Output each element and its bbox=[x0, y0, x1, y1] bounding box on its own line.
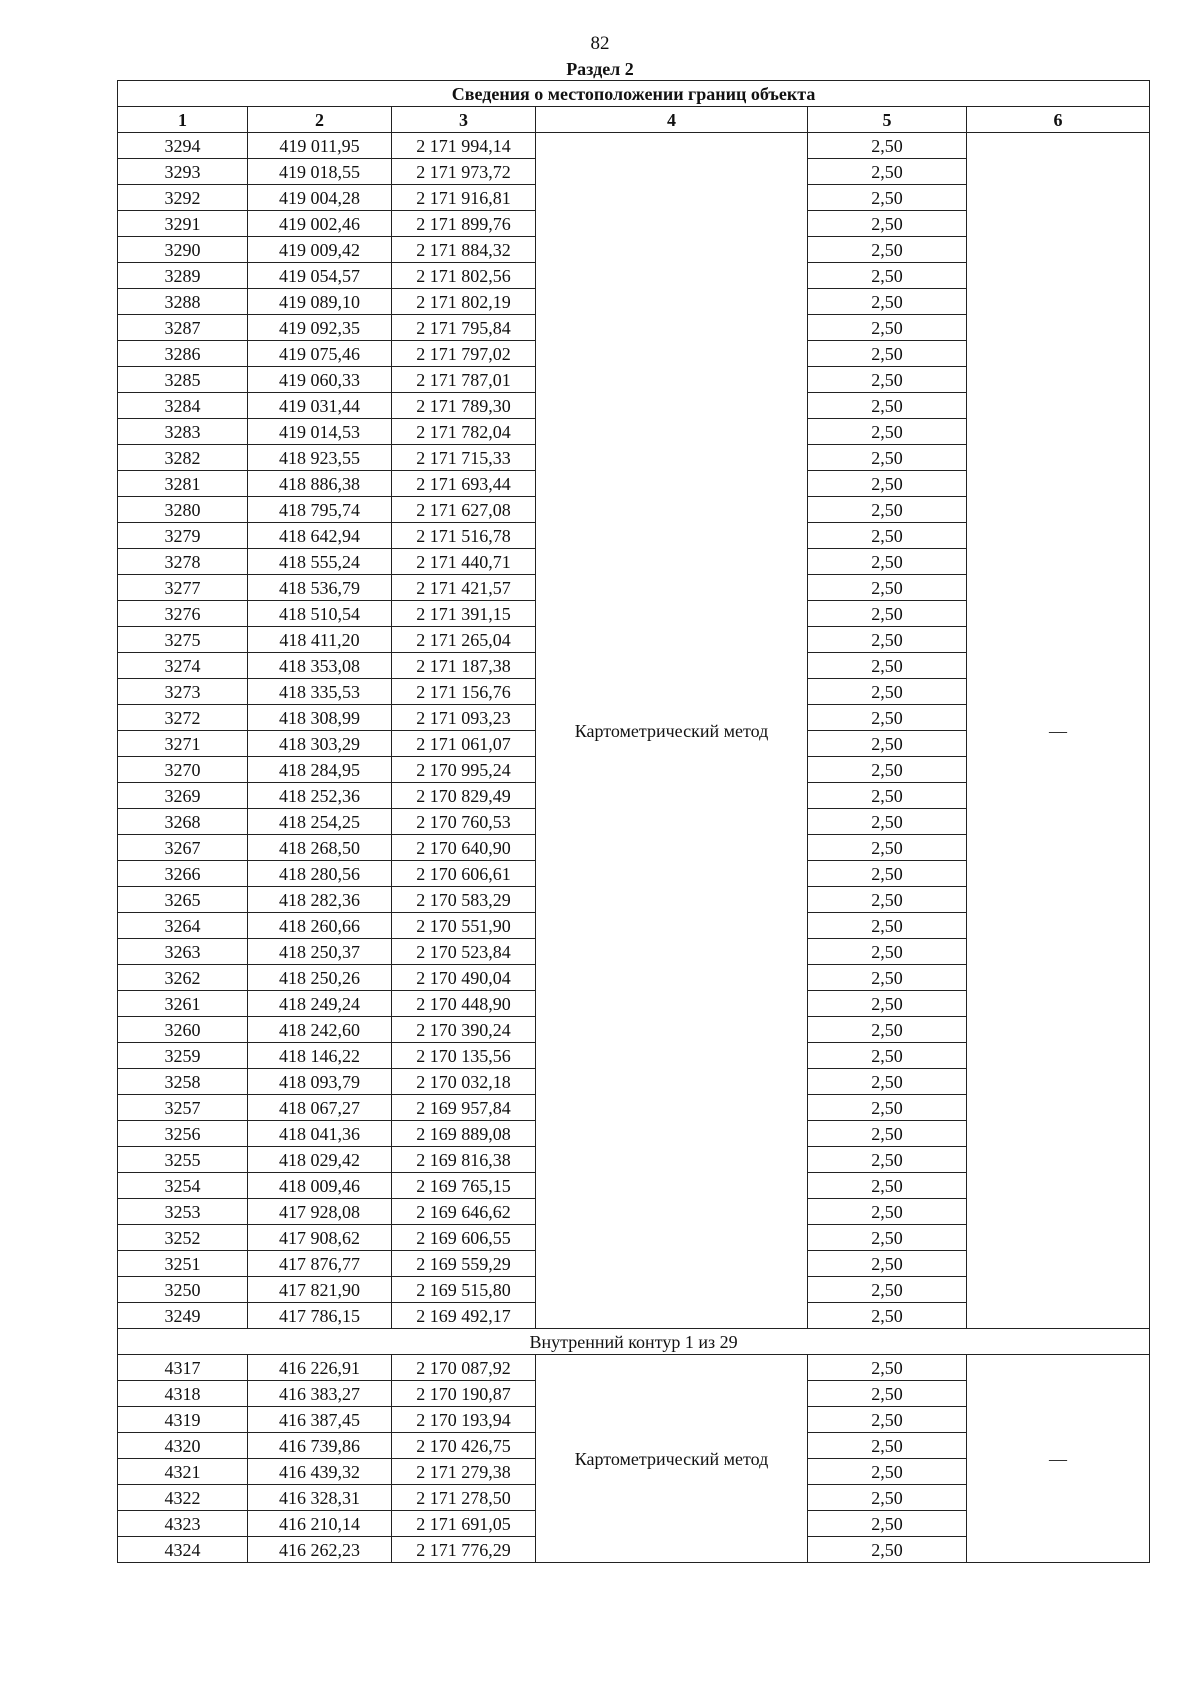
y-coordinate-cell: 2 170 426,75 bbox=[392, 1433, 536, 1459]
method-cell: Картометрический метод bbox=[536, 1355, 808, 1563]
x-coordinate-cell: 418 067,27 bbox=[248, 1095, 392, 1121]
point-number-cell: 3250 bbox=[118, 1277, 248, 1303]
column-header: 1 bbox=[118, 107, 248, 133]
accuracy-cell: 2,50 bbox=[808, 1173, 967, 1199]
x-coordinate-cell: 418 923,55 bbox=[248, 445, 392, 471]
x-coordinate-cell: 417 908,62 bbox=[248, 1225, 392, 1251]
point-number-cell: 3263 bbox=[118, 939, 248, 965]
y-coordinate-cell: 2 170 490,04 bbox=[392, 965, 536, 991]
y-coordinate-cell: 2 171 093,23 bbox=[392, 705, 536, 731]
y-coordinate-cell: 2 171 899,76 bbox=[392, 211, 536, 237]
y-coordinate-cell: 2 170 760,53 bbox=[392, 809, 536, 835]
table-title: Сведения о местоположении границ объекта bbox=[118, 81, 1150, 107]
accuracy-cell: 2,50 bbox=[808, 1381, 967, 1407]
y-coordinate-cell: 2 169 816,38 bbox=[392, 1147, 536, 1173]
accuracy-cell: 2,50 bbox=[808, 783, 967, 809]
y-coordinate-cell: 2 171 916,81 bbox=[392, 185, 536, 211]
point-number-cell: 3291 bbox=[118, 211, 248, 237]
point-number-cell: 3272 bbox=[118, 705, 248, 731]
accuracy-cell: 2,50 bbox=[808, 133, 967, 159]
accuracy-cell: 2,50 bbox=[808, 731, 967, 757]
accuracy-cell: 2,50 bbox=[808, 601, 967, 627]
y-coordinate-cell: 2 171 516,78 bbox=[392, 523, 536, 549]
point-number-cell: 3270 bbox=[118, 757, 248, 783]
column-header: 6 bbox=[967, 107, 1150, 133]
x-coordinate-cell: 418 250,37 bbox=[248, 939, 392, 965]
accuracy-cell: 2,50 bbox=[808, 1017, 967, 1043]
accuracy-cell: 2,50 bbox=[808, 1407, 967, 1433]
accuracy-cell: 2,50 bbox=[808, 1225, 967, 1251]
accuracy-cell: 2,50 bbox=[808, 367, 967, 393]
point-number-cell: 3292 bbox=[118, 185, 248, 211]
accuracy-cell: 2,50 bbox=[808, 1095, 967, 1121]
accuracy-cell: 2,50 bbox=[808, 913, 967, 939]
x-coordinate-cell: 419 009,42 bbox=[248, 237, 392, 263]
header-row bbox=[118, 107, 1150, 133]
x-coordinate-cell: 416 328,31 bbox=[248, 1485, 392, 1511]
x-coordinate-cell: 419 031,44 bbox=[248, 393, 392, 419]
accuracy-cell: 2,50 bbox=[808, 991, 967, 1017]
point-number-cell: 3264 bbox=[118, 913, 248, 939]
y-coordinate-cell: 2 169 492,17 bbox=[392, 1303, 536, 1329]
accuracy-cell: 2,50 bbox=[808, 1459, 967, 1485]
contour-label: Внутренний контур 1 из 29 bbox=[118, 1329, 1150, 1355]
point-number-cell: 3281 bbox=[118, 471, 248, 497]
x-coordinate-cell: 418 284,95 bbox=[248, 757, 392, 783]
x-coordinate-cell: 418 308,99 bbox=[248, 705, 392, 731]
x-coordinate-cell: 416 262,23 bbox=[248, 1537, 392, 1563]
x-coordinate-cell: 418 886,38 bbox=[248, 471, 392, 497]
accuracy-cell: 2,50 bbox=[808, 887, 967, 913]
y-coordinate-cell: 2 170 551,90 bbox=[392, 913, 536, 939]
y-coordinate-cell: 2 171 797,02 bbox=[392, 341, 536, 367]
y-coordinate-cell: 2 171 691,05 bbox=[392, 1511, 536, 1537]
accuracy-cell: 2,50 bbox=[808, 263, 967, 289]
y-coordinate-cell: 2 171 789,30 bbox=[392, 393, 536, 419]
y-coordinate-cell: 2 169 646,62 bbox=[392, 1199, 536, 1225]
x-coordinate-cell: 418 353,08 bbox=[248, 653, 392, 679]
x-coordinate-cell: 418 510,54 bbox=[248, 601, 392, 627]
x-coordinate-cell: 418 252,36 bbox=[248, 783, 392, 809]
point-number-cell: 3286 bbox=[118, 341, 248, 367]
point-number-cell: 3254 bbox=[118, 1173, 248, 1199]
point-number-cell: 3256 bbox=[118, 1121, 248, 1147]
point-number-cell: 4317 bbox=[118, 1355, 248, 1381]
x-coordinate-cell: 419 014,53 bbox=[248, 419, 392, 445]
accuracy-cell: 2,50 bbox=[808, 1069, 967, 1095]
accuracy-cell: 2,50 bbox=[808, 185, 967, 211]
accuracy-cell: 2,50 bbox=[808, 1121, 967, 1147]
point-number-cell: 3253 bbox=[118, 1199, 248, 1225]
point-number-cell: 3260 bbox=[118, 1017, 248, 1043]
y-coordinate-cell: 2 170 190,87 bbox=[392, 1381, 536, 1407]
description-cell: — bbox=[967, 1355, 1150, 1563]
accuracy-cell: 2,50 bbox=[808, 705, 967, 731]
accuracy-cell: 2,50 bbox=[808, 237, 967, 263]
description-cell: — bbox=[967, 133, 1150, 1329]
x-coordinate-cell: 418 249,24 bbox=[248, 991, 392, 1017]
y-coordinate-cell: 2 171 061,07 bbox=[392, 731, 536, 757]
x-coordinate-cell: 419 060,33 bbox=[248, 367, 392, 393]
x-coordinate-cell: 418 250,26 bbox=[248, 965, 392, 991]
point-number-cell: 3258 bbox=[118, 1069, 248, 1095]
accuracy-cell: 2,50 bbox=[808, 1511, 967, 1537]
y-coordinate-cell: 2 170 135,56 bbox=[392, 1043, 536, 1069]
accuracy-cell: 2,50 bbox=[808, 419, 967, 445]
y-coordinate-cell: 2 169 957,84 bbox=[392, 1095, 536, 1121]
column-header: 2 bbox=[248, 107, 392, 133]
point-number-cell: 3259 bbox=[118, 1043, 248, 1069]
y-coordinate-cell: 2 171 693,44 bbox=[392, 471, 536, 497]
x-coordinate-cell: 418 303,29 bbox=[248, 731, 392, 757]
accuracy-cell: 2,50 bbox=[808, 393, 967, 419]
method-cell: Картометрический метод bbox=[536, 133, 808, 1329]
point-number-cell: 3282 bbox=[118, 445, 248, 471]
accuracy-cell: 2,50 bbox=[808, 1277, 967, 1303]
y-coordinate-cell: 2 171 782,04 bbox=[392, 419, 536, 445]
point-number-cell: 3249 bbox=[118, 1303, 248, 1329]
y-coordinate-cell: 2 169 515,80 bbox=[392, 1277, 536, 1303]
page-number: 82 bbox=[590, 33, 610, 54]
point-number-cell: 3252 bbox=[118, 1225, 248, 1251]
x-coordinate-cell: 418 029,42 bbox=[248, 1147, 392, 1173]
y-coordinate-cell: 2 169 765,15 bbox=[392, 1173, 536, 1199]
point-number-cell: 3261 bbox=[118, 991, 248, 1017]
x-coordinate-cell: 419 092,35 bbox=[248, 315, 392, 341]
point-number-cell: 4321 bbox=[118, 1459, 248, 1485]
x-coordinate-cell: 418 555,24 bbox=[248, 549, 392, 575]
column-header: 3 bbox=[392, 107, 536, 133]
x-coordinate-cell: 418 260,66 bbox=[248, 913, 392, 939]
x-coordinate-cell: 418 536,79 bbox=[248, 575, 392, 601]
accuracy-cell: 2,50 bbox=[808, 549, 967, 575]
accuracy-cell: 2,50 bbox=[808, 523, 967, 549]
column-header: 4 bbox=[536, 107, 808, 133]
y-coordinate-cell: 2 170 087,92 bbox=[392, 1355, 536, 1381]
x-coordinate-cell: 419 054,57 bbox=[248, 263, 392, 289]
accuracy-cell: 2,50 bbox=[808, 757, 967, 783]
x-coordinate-cell: 419 011,95 bbox=[248, 133, 392, 159]
point-number-cell: 3290 bbox=[118, 237, 248, 263]
point-number-cell: 3279 bbox=[118, 523, 248, 549]
y-coordinate-cell: 2 171 802,56 bbox=[392, 263, 536, 289]
point-number-cell: 3288 bbox=[118, 289, 248, 315]
accuracy-cell: 2,50 bbox=[808, 1433, 967, 1459]
accuracy-cell: 2,50 bbox=[808, 679, 967, 705]
accuracy-cell: 2,50 bbox=[808, 1355, 967, 1381]
accuracy-cell: 2,50 bbox=[808, 471, 967, 497]
y-coordinate-cell: 2 170 829,49 bbox=[392, 783, 536, 809]
point-number-cell: 3273 bbox=[118, 679, 248, 705]
y-coordinate-cell: 2 171 265,04 bbox=[392, 627, 536, 653]
point-number-cell: 3287 bbox=[118, 315, 248, 341]
point-number-cell: 3276 bbox=[118, 601, 248, 627]
y-coordinate-cell: 2 171 973,72 bbox=[392, 159, 536, 185]
y-coordinate-cell: 2 171 278,50 bbox=[392, 1485, 536, 1511]
x-coordinate-cell: 416 739,86 bbox=[248, 1433, 392, 1459]
point-number-cell: 4320 bbox=[118, 1433, 248, 1459]
x-coordinate-cell: 418 009,46 bbox=[248, 1173, 392, 1199]
y-coordinate-cell: 2 169 889,08 bbox=[392, 1121, 536, 1147]
accuracy-cell: 2,50 bbox=[808, 289, 967, 315]
table-row bbox=[118, 1355, 1150, 1381]
y-coordinate-cell: 2 169 606,55 bbox=[392, 1225, 536, 1251]
x-coordinate-cell: 416 210,14 bbox=[248, 1511, 392, 1537]
accuracy-cell: 2,50 bbox=[808, 939, 967, 965]
accuracy-cell: 2,50 bbox=[808, 809, 967, 835]
point-number-cell: 4319 bbox=[118, 1407, 248, 1433]
point-number-cell: 4318 bbox=[118, 1381, 248, 1407]
point-number-cell: 3278 bbox=[118, 549, 248, 575]
x-coordinate-cell: 419 018,55 bbox=[248, 159, 392, 185]
x-coordinate-cell: 416 387,45 bbox=[248, 1407, 392, 1433]
y-coordinate-cell: 2 171 795,84 bbox=[392, 315, 536, 341]
x-coordinate-cell: 417 821,90 bbox=[248, 1277, 392, 1303]
table-row bbox=[118, 133, 1150, 159]
x-coordinate-cell: 417 786,15 bbox=[248, 1303, 392, 1329]
point-number-cell: 4323 bbox=[118, 1511, 248, 1537]
x-coordinate-cell: 418 242,60 bbox=[248, 1017, 392, 1043]
x-coordinate-cell: 416 439,32 bbox=[248, 1459, 392, 1485]
y-coordinate-cell: 2 170 032,18 bbox=[392, 1069, 536, 1095]
y-coordinate-cell: 2 170 448,90 bbox=[392, 991, 536, 1017]
y-coordinate-cell: 2 171 884,32 bbox=[392, 237, 536, 263]
y-coordinate-cell: 2 171 391,15 bbox=[392, 601, 536, 627]
point-number-cell: 3271 bbox=[118, 731, 248, 757]
y-coordinate-cell: 2 171 440,71 bbox=[392, 549, 536, 575]
accuracy-cell: 2,50 bbox=[808, 575, 967, 601]
y-coordinate-cell: 2 171 715,33 bbox=[392, 445, 536, 471]
accuracy-cell: 2,50 bbox=[808, 497, 967, 523]
accuracy-cell: 2,50 bbox=[808, 835, 967, 861]
point-number-cell: 3257 bbox=[118, 1095, 248, 1121]
x-coordinate-cell: 418 041,36 bbox=[248, 1121, 392, 1147]
accuracy-cell: 2,50 bbox=[808, 315, 967, 341]
y-coordinate-cell: 2 171 279,38 bbox=[392, 1459, 536, 1485]
accuracy-cell: 2,50 bbox=[808, 341, 967, 367]
y-coordinate-cell: 2 171 421,57 bbox=[392, 575, 536, 601]
accuracy-cell: 2,50 bbox=[808, 445, 967, 471]
point-number-cell: 3268 bbox=[118, 809, 248, 835]
y-coordinate-cell: 2 170 523,84 bbox=[392, 939, 536, 965]
accuracy-cell: 2,50 bbox=[808, 159, 967, 185]
accuracy-cell: 2,50 bbox=[808, 211, 967, 237]
y-coordinate-cell: 2 169 559,29 bbox=[392, 1251, 536, 1277]
y-coordinate-cell: 2 171 994,14 bbox=[392, 133, 536, 159]
x-coordinate-cell: 417 876,77 bbox=[248, 1251, 392, 1277]
x-coordinate-cell: 418 795,74 bbox=[248, 497, 392, 523]
point-number-cell: 3275 bbox=[118, 627, 248, 653]
accuracy-cell: 2,50 bbox=[808, 627, 967, 653]
accuracy-cell: 2,50 bbox=[808, 1485, 967, 1511]
y-coordinate-cell: 2 170 640,90 bbox=[392, 835, 536, 861]
y-coordinate-cell: 2 171 776,29 bbox=[392, 1537, 536, 1563]
accuracy-cell: 2,50 bbox=[808, 861, 967, 887]
accuracy-cell: 2,50 bbox=[808, 1537, 967, 1563]
accuracy-cell: 2,50 bbox=[808, 1147, 967, 1173]
point-number-cell: 3262 bbox=[118, 965, 248, 991]
accuracy-cell: 2,50 bbox=[808, 1303, 967, 1329]
table-body bbox=[118, 133, 1150, 1563]
y-coordinate-cell: 2 170 995,24 bbox=[392, 757, 536, 783]
point-number-cell: 3274 bbox=[118, 653, 248, 679]
point-number-cell: 3280 bbox=[118, 497, 248, 523]
x-coordinate-cell: 418 146,22 bbox=[248, 1043, 392, 1069]
point-number-cell: 3266 bbox=[118, 861, 248, 887]
y-coordinate-cell: 2 171 156,76 bbox=[392, 679, 536, 705]
accuracy-cell: 2,50 bbox=[808, 1199, 967, 1225]
y-coordinate-cell: 2 171 187,38 bbox=[392, 653, 536, 679]
x-coordinate-cell: 418 282,36 bbox=[248, 887, 392, 913]
y-coordinate-cell: 2 170 606,61 bbox=[392, 861, 536, 887]
section-title: Раздел 2 bbox=[566, 59, 634, 79]
point-number-cell: 4324 bbox=[118, 1537, 248, 1563]
y-coordinate-cell: 2 170 193,94 bbox=[392, 1407, 536, 1433]
x-coordinate-cell: 419 075,46 bbox=[248, 341, 392, 367]
point-number-cell: 3294 bbox=[118, 133, 248, 159]
point-number-cell: 3251 bbox=[118, 1251, 248, 1277]
accuracy-cell: 2,50 bbox=[808, 1043, 967, 1069]
y-coordinate-cell: 2 170 583,29 bbox=[392, 887, 536, 913]
x-coordinate-cell: 416 226,91 bbox=[248, 1355, 392, 1381]
x-coordinate-cell: 418 254,25 bbox=[248, 809, 392, 835]
point-number-cell: 3284 bbox=[118, 393, 248, 419]
point-number-cell: 4322 bbox=[118, 1485, 248, 1511]
boundary-coordinates-table bbox=[117, 80, 1150, 1563]
point-number-cell: 3265 bbox=[118, 887, 248, 913]
x-coordinate-cell: 418 411,20 bbox=[248, 627, 392, 653]
x-coordinate-cell: 417 928,08 bbox=[248, 1199, 392, 1225]
contour-label-row bbox=[118, 1329, 1150, 1355]
point-number-cell: 3293 bbox=[118, 159, 248, 185]
x-coordinate-cell: 418 093,79 bbox=[248, 1069, 392, 1095]
x-coordinate-cell: 419 002,46 bbox=[248, 211, 392, 237]
x-coordinate-cell: 418 268,50 bbox=[248, 835, 392, 861]
point-number-cell: 3269 bbox=[118, 783, 248, 809]
point-number-cell: 3277 bbox=[118, 575, 248, 601]
y-coordinate-cell: 2 171 787,01 bbox=[392, 367, 536, 393]
y-coordinate-cell: 2 171 802,19 bbox=[392, 289, 536, 315]
y-coordinate-cell: 2 171 627,08 bbox=[392, 497, 536, 523]
point-number-cell: 3267 bbox=[118, 835, 248, 861]
accuracy-cell: 2,50 bbox=[808, 1251, 967, 1277]
x-coordinate-cell: 419 004,28 bbox=[248, 185, 392, 211]
x-coordinate-cell: 418 642,94 bbox=[248, 523, 392, 549]
point-number-cell: 3285 bbox=[118, 367, 248, 393]
x-coordinate-cell: 416 383,27 bbox=[248, 1381, 392, 1407]
x-coordinate-cell: 419 089,10 bbox=[248, 289, 392, 315]
point-number-cell: 3289 bbox=[118, 263, 248, 289]
accuracy-cell: 2,50 bbox=[808, 653, 967, 679]
column-header: 5 bbox=[808, 107, 967, 133]
x-coordinate-cell: 418 280,56 bbox=[248, 861, 392, 887]
y-coordinate-cell: 2 170 390,24 bbox=[392, 1017, 536, 1043]
x-coordinate-cell: 418 335,53 bbox=[248, 679, 392, 705]
point-number-cell: 3283 bbox=[118, 419, 248, 445]
accuracy-cell: 2,50 bbox=[808, 965, 967, 991]
point-number-cell: 3255 bbox=[118, 1147, 248, 1173]
